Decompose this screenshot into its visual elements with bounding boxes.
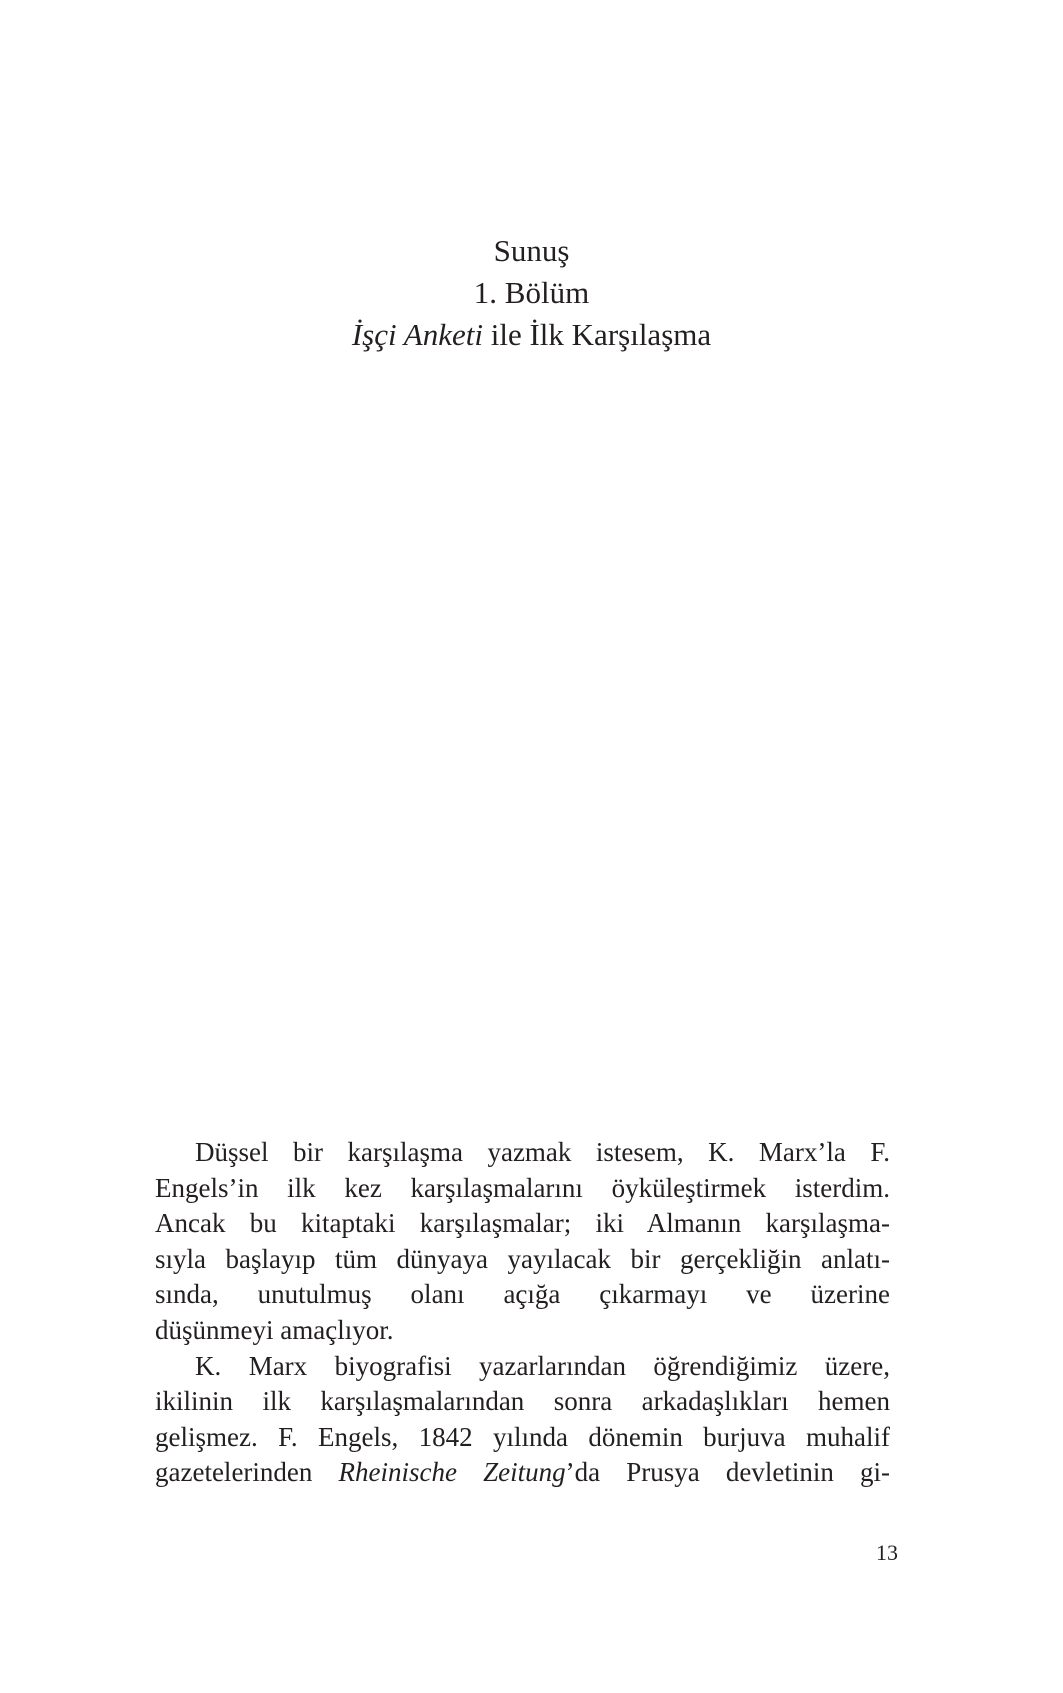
- paragraph-1-line: Engels’in ilk kez karşılaşmalarını öyküleştirmek isterdim.: [155, 1172, 890, 1203]
- paragraph-2-line: gelişmez. F. Engels, 1842 yılında dönemin burjuva muhalif: [155, 1421, 890, 1452]
- chapter-title-rest: ile İlk Karşılaşma: [483, 317, 712, 352]
- paragraph-2-text: ’da Prusya devletinin gi-: [565, 1457, 890, 1488]
- page-number: 13: [876, 1540, 898, 1565]
- paragraph-1-line: düşünmeyi amaçlıyor.: [155, 1314, 394, 1345]
- paragraph-2-line: [155, 1455, 890, 1491]
- paragraph-2-line: ikilinin ilk karşılaşmalarından sonra arkadaşlıkları hemen: [155, 1386, 890, 1417]
- paragraph-2-text: gazetelerinden: [155, 1457, 339, 1488]
- chapter-title: [0, 314, 1063, 356]
- paragraph-2-line: K. Marx biyografisi yazarlarından öğrendiğimiz üzere,: [195, 1350, 890, 1381]
- section-title: Sunuş: [493, 233, 570, 268]
- paragraph-1-line: sında, unutulmuş olanı açığa çıkarmayı ve üzerine: [155, 1279, 890, 1310]
- paragraph-1-line: Ancak bu kitaptaki karşılaşmalar; iki Almanın karşılaşma-: [155, 1208, 890, 1239]
- body-text: [155, 1135, 890, 1491]
- chapter-number: 1. Bölüm: [473, 275, 590, 310]
- paragraph-1-line: Düşsel bir karşılaşma yazmak istesem, K. Marx’la F.: [195, 1137, 890, 1167]
- chapter-heading: [0, 230, 1063, 356]
- newspaper-title: Rheinische Zeitung: [338, 1457, 566, 1488]
- paragraph-1-line: sıyla başlayıp tüm dünyaya yayılacak bir gerçekliğin anlatı-: [155, 1243, 890, 1274]
- chapter-title-italic: İşçi Anketi: [351, 317, 483, 352]
